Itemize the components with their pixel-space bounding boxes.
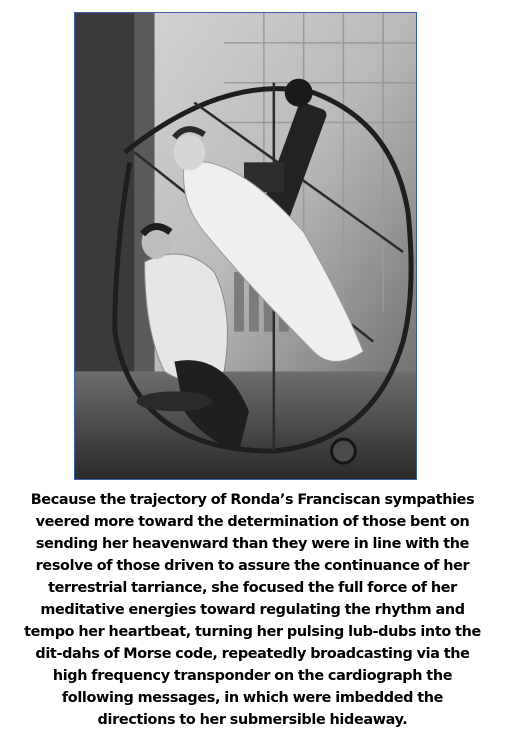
caption — [8, 489, 497, 731]
caption-line: veered more toward the determination of those bent on — [35, 514, 470, 530]
photograph — [74, 12, 417, 480]
caption-line: following messages, in which were imbedded the — [61, 690, 444, 706]
caption-line: tempo her heartbeat, turning her pulsing lub-dubs into the — [24, 624, 481, 640]
caption-line: directions to her submersible hideaway. — [97, 712, 408, 728]
caption-line: sending her heavenward than they were in line with the — [35, 536, 470, 552]
photo-illustration — [75, 13, 416, 479]
caption-line: dit-dahs of Morse code, repeatedly broadcasting via the — [35, 646, 470, 662]
caption-line: Because the trajectory of Ronda’s Franciscan sympathies — [30, 492, 475, 508]
caption-line: meditative energies toward regulating the rhythm and — [40, 602, 465, 618]
caption-line: resolve of those driven to assure the continuance of her — [35, 558, 470, 574]
woman-head — [173, 134, 205, 170]
caption-line: terrestrial tarriance, she focused the full force of her — [48, 580, 457, 596]
stool — [137, 391, 213, 411]
caption-line: high frequency transponder on the cardiograph the — [52, 668, 453, 684]
